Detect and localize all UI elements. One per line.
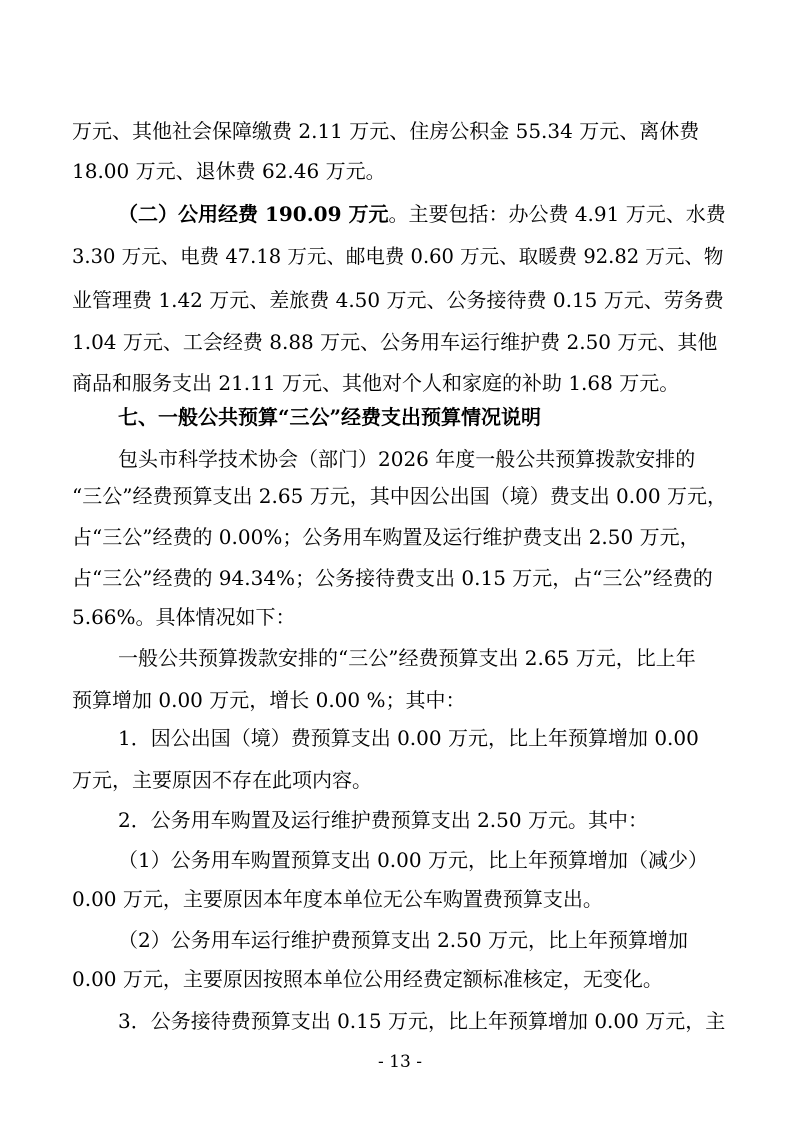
text-line-17: 万元，主要原因不存在此项内容。: [72, 768, 372, 792]
text-line-7: 商品和服务支出 21.11 万元、其他对个人和家庭的补助 1.68 万元。: [72, 371, 680, 395]
text-line-22: 0.00 万元，主要原因按照本单位公用经费定额标准核定，无变化。: [72, 967, 663, 991]
text-line-14: 一般公共预算拨款安排的“三公”经费预算支出 2.65 万元，比上年: [118, 646, 696, 670]
section-heading-three-public: 七、一般公共预算“三公”经费支出预算情况说明: [118, 405, 542, 429]
text-line-6: 1.04 万元、工会经费 8.88 万元、公务用车运行维护费 2.50 万元、其他: [72, 330, 718, 354]
public-funds-paragraph-start: [118, 202, 726, 226]
public-funds-intro: 。主要包括：办公费 4.91 万元、水费: [388, 202, 726, 226]
text-line-15: 预算增加 0.00 万元，增长 0.00 %；其中：: [72, 688, 466, 712]
text-line-13: 5.66%。具体情况如下：: [72, 605, 296, 629]
text-line-4: 3.30 万元、电费 47.18 万元、邮电费 0.60 万元、取暖费 92.82 万元、物: [72, 245, 724, 268]
text-line-23: 3．公务接待费预算支出 0.15 万元，比上年预算增加 0.00 万元，主: [118, 1009, 726, 1033]
text-line-21: （2）公务用车运行维护费预算支出 2.50 万元，比上年预算增加: [118, 928, 688, 952]
text-line-11: 占“三公”经费的 0.00%；公务用车购置及运行维护费支出 2.50 万元，: [72, 525, 700, 549]
text-line-10: “三公”经费预算支出 2.65 万元，其中因公出国（境）费支出 0.00 万元，: [72, 484, 727, 508]
text-line-12: 占“三公”经费的 94.34%；公务接待费支出 0.15 万元，占“三公”经费的: [72, 566, 713, 590]
text-line-16: 1．因公出国（境）费预算支出 0.00 万元，比上年预算增加 0.00: [118, 726, 699, 750]
text-line-19: （1）公务用车购置预算支出 0.00 万元，比上年预算增加（减少）: [118, 848, 708, 872]
text-line-9: 包头市科学技术协会（部门）2026 年度一般公共预算拨款安排的: [118, 447, 696, 471]
text-line-18: 2．公务用车购置及运行维护费预算支出 2.50 万元。其中：: [118, 808, 648, 832]
text-line-5: 业管理费 1.42 万元、差旅费 4.50 万元、公务接待费 0.15 万元、劳务费: [72, 288, 724, 312]
page-number: - 13 -: [378, 1052, 422, 1072]
text-line-2: 18.00 万元、退休费 62.46 万元。: [72, 159, 386, 183]
text-line-20: 0.00 万元，主要原因本年度本单位无公车购置费预算支出。: [72, 887, 603, 911]
public-funds-heading: （二）公用经费 190.09 万元: [118, 202, 389, 226]
text-line-1: 万元、其他社会保障缴费 2.11 万元、住房公积金 55.34 万元、离休费: [72, 119, 700, 143]
